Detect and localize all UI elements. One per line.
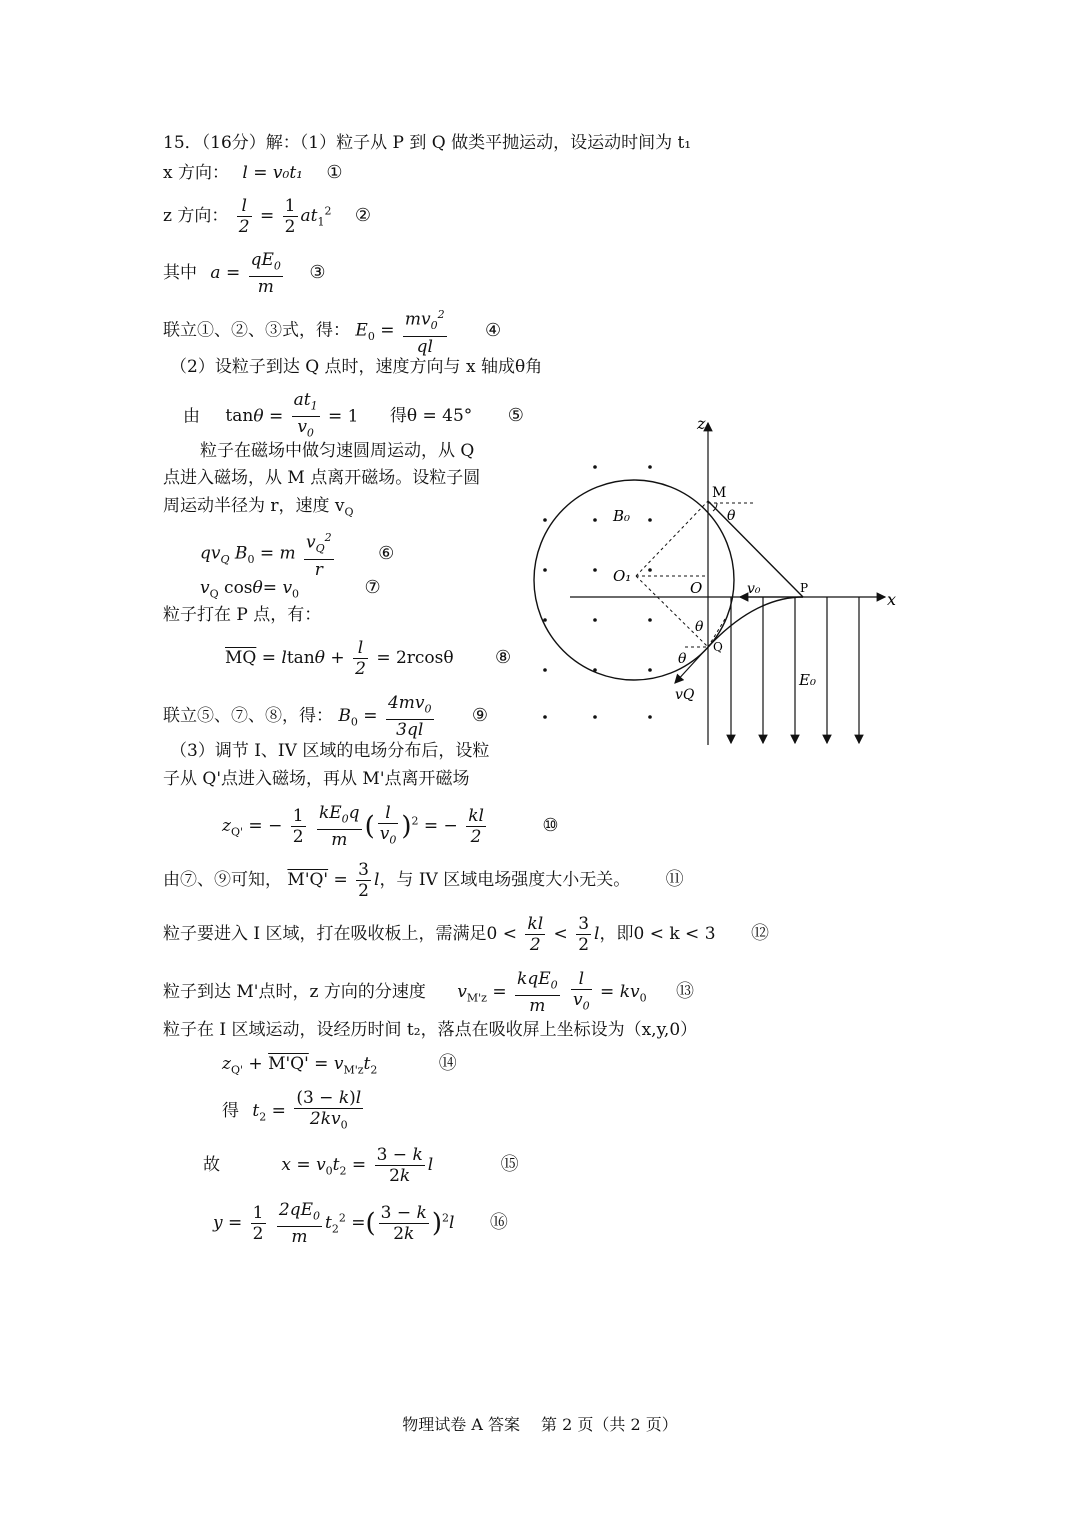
eq5-result: 得θ = 45° — [389, 406, 473, 427]
region1-line: 粒子在 I 区域运动，设经历时间 t₂，落点在吸收屏上坐标设为（x,y,0） — [163, 1020, 698, 1040]
marker-12: ⑫ — [750, 923, 769, 944]
marker-7: ⑦ — [364, 577, 381, 598]
point-m-label: M — [712, 485, 727, 501]
eq13-label: 粒子到达 M'点时，z 方向的分速度 — [163, 982, 426, 1003]
eq9-line: 联立⑤、⑦、⑧，得： $B_0$ = $\frac{4mv_0}{3ql}$ ⑨ — [163, 693, 489, 741]
magnetic-field-dots — [543, 465, 652, 719]
part2-title: （2）设粒子到达 Q 点时，速度方向与 x 轴成θ角 — [170, 357, 543, 377]
marker-3: ③ — [309, 262, 326, 284]
electric-field-arrows — [731, 597, 859, 743]
problem-header: 15．（16分）解：（1）粒子从 P 到 Q 做类平抛运动，设运动时间为 t₁ — [163, 133, 692, 153]
eq9-label: 联立⑤、⑦、⑧，得： — [163, 706, 333, 727]
point-q-label: Q — [713, 640, 723, 654]
b-field-label: B₀ — [613, 507, 631, 525]
eq11-line: 由⑦、⑨可知， M'Q' = $\frac{3}{2}$ l，与 IV 区域电场强度大小无关。 ⑪ — [163, 860, 684, 901]
eq1-line — [163, 162, 343, 184]
para-mag-3: 周运动半径为 r，速度 $v_Q$ — [163, 496, 354, 519]
eq13-line: 粒子到达 M'点时，z 方向的分速度 $v_{M'z}$ = $\frac{kqE_0}{m}$ $\frac{l}{v_0}$ = $kv_0$ ⑬ — [163, 969, 694, 1017]
para-mag-2: 点进入磁场，从 M 点离开磁场。设粒子圆 — [163, 468, 481, 488]
marker-9: ⑨ — [471, 705, 489, 727]
eq7-line: $v_Q$ $\cos\theta= v_0$ ⑦ — [200, 577, 381, 601]
marker-10: ⑩ — [542, 815, 559, 837]
eq12-label: 粒子要进入 I 区域，打在吸收板上，需满足 — [163, 924, 487, 944]
eq5-line: 由 tanθ = $\frac{at_1}{v_0}$ = 1 得θ = 45° ⑤ — [183, 390, 524, 444]
theta-label-m: θ — [727, 508, 736, 524]
eq2-line: z 方向： $\frac{l}{2}$ = $\frac{1}{2}$ $at_1^2$ ② — [163, 196, 372, 237]
vq-label: vQ — [675, 687, 695, 703]
marker-13: ⑬ — [676, 981, 694, 1003]
point-p-label: P — [800, 581, 809, 595]
marker-8: ⑧ — [495, 647, 512, 668]
theta-label-q2: θ — [678, 651, 687, 667]
marker-1: ① — [326, 162, 343, 183]
para-mag-1: 粒子在磁场中做匀速圆周运动，从 Q — [200, 441, 475, 461]
eq6-line: $qv_Q$ $B_0 = m$ $\frac{v_Q^2}{r}$ ⑥ — [200, 531, 395, 581]
eq-t2-line: 得 $t_2$ = $\frac{(3 - k)l}{2kv_0}$ — [222, 1088, 366, 1135]
eq4-line: 联立①、②、③式，得： $E_0$ = $\frac{mv_0^2}{ql}$ ④ — [163, 308, 502, 358]
marker-15: ⑮ — [500, 1154, 519, 1175]
e-field-label: E₀ — [799, 671, 816, 689]
eq-de-label: 得 — [222, 1101, 239, 1122]
eq3-line: 其中 a = $\frac{qE_0}{m}$ ③ — [163, 250, 326, 298]
marker-6: ⑥ — [378, 542, 395, 564]
eq4-label: 联立①、②、③式，得： — [163, 320, 350, 341]
marker-11: ⑪ — [665, 869, 684, 890]
eq1: l = v₀t₁ — [242, 163, 303, 183]
marker-4: ④ — [485, 319, 502, 341]
circular-orbit — [534, 480, 734, 680]
axis-x-label: x — [887, 590, 897, 609]
marker-16: ⑯ — [489, 1212, 508, 1234]
marker-2: ② — [354, 205, 372, 226]
eq-gu-label: 故 — [203, 1155, 220, 1175]
v0-label: v₀ — [747, 581, 761, 597]
marker-14: ⑭ — [438, 1053, 457, 1074]
axis-z-label: z — [697, 414, 706, 433]
eq11-label: 由⑦、⑨可知， — [163, 870, 282, 890]
eq16-line: y = $\frac{1}{2}$ $\frac{2qE_0}{m}$ $t_2^2$ =( $\frac{3 - k}{2k}$ )$^2$l ⑯ — [213, 1200, 508, 1248]
eq14-line: $z_{Q'} + M'Q' = v_{M'z}t_2$ ⑭ — [222, 1053, 457, 1077]
eq1-label: x 方向： — [163, 163, 229, 183]
hit-p: 粒子打在 P 点，有： — [163, 605, 322, 625]
center-label: O₁ — [613, 567, 632, 585]
eq2-label: z 方向： — [163, 206, 229, 226]
origin-label: O — [690, 579, 703, 597]
eq5-label: 由 — [183, 406, 200, 427]
eq8-line: $\overline{MQ} = ltan\theta$ + $\frac{l}{2}$ = 2rcosθ ⑧ — [225, 638, 512, 679]
part3-line-2: 子从 Q'点进入磁场，再从 M'点离开磁场 — [163, 769, 470, 789]
theta-label-q1: θ — [695, 619, 704, 635]
eq12-line: 粒子要进入 I 区域，打在吸收板上，需满足0 < $\frac{kl}{2}$ < $\frac{3}{2}$ l，即0 < k < 3 ⑫ — [163, 914, 769, 955]
marker-5: ⑤ — [507, 405, 524, 427]
eq15-line: 故 $x = v_0t_2$ = $\frac{3 - k}{2k}$ l ⑮ — [203, 1145, 519, 1186]
eq3-label: 其中 — [163, 263, 197, 284]
field-diagram — [525, 405, 925, 750]
part3-line-1: （3）调节 I、IV 区域的电场分布后，设粒 — [170, 741, 490, 761]
eq10-line: $z_{Q'}$ = − $\frac{1}{2}$ $\frac{kE_0q}{m}$ ( $\frac{l}{v_0}$ )$^2$ = − $\frac{kl}{2}$ ⑩ — [222, 803, 559, 851]
page-footer: 物理试卷 A 答案 第 2 页（共 2 页） — [402, 1415, 678, 1434]
